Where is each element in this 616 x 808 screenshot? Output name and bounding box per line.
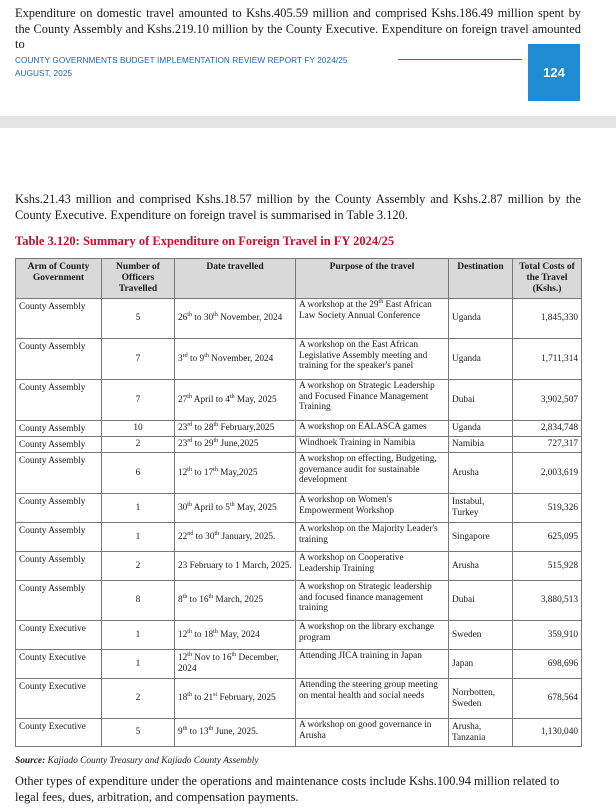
- row-date: 22nd to 30th January, 2025.: [175, 523, 296, 552]
- row-arm: County Assembly: [16, 299, 102, 339]
- row-destination: Singapore: [449, 523, 513, 552]
- table-row: [16, 552, 582, 581]
- row-destination: Sweden: [449, 621, 513, 650]
- row-date: 12th to 18th May, 2024: [175, 621, 296, 650]
- row-purpose: A workshop on the library exchange program: [296, 621, 449, 650]
- row-date: 12th Nov to 16th December, 2024: [175, 650, 296, 679]
- row-date: 9th to 13th June, 2025.: [175, 719, 296, 747]
- table-row: [16, 621, 582, 650]
- row-officers: 5: [102, 299, 175, 339]
- table-row: [16, 494, 582, 523]
- row-cost: 359,910: [513, 621, 582, 650]
- row-cost: 1,130,040: [513, 719, 582, 747]
- row-cost: 625,095: [513, 523, 582, 552]
- row-destination: Dubai: [449, 581, 513, 621]
- row-officers: 10: [102, 421, 175, 437]
- page-number-badge: 124: [528, 44, 580, 101]
- row-cost: 519,326: [513, 494, 582, 523]
- table-row: [16, 299, 582, 339]
- row-purpose: A workshop on good governance in Arusha: [296, 719, 449, 747]
- row-arm: County Assembly: [16, 581, 102, 621]
- row-cost: 727,317: [513, 437, 582, 453]
- row-date: 26th to 30th November, 2024: [175, 299, 296, 339]
- foreign-travel-table: [15, 258, 582, 747]
- row-purpose: Windhoek Training in Namibia: [296, 437, 449, 453]
- source-text: Kajiado County Treasury and Kajiado County Assembly: [45, 756, 259, 766]
- row-purpose: A workshop at the 29th East African Law Society Annual Conference: [296, 299, 449, 339]
- row-cost: 2,834,748: [513, 421, 582, 437]
- row-destination: Norrbotten, Sweden: [449, 679, 513, 719]
- row-destination: Uganda: [449, 421, 513, 437]
- row-officers: 6: [102, 453, 175, 494]
- row-purpose: A workshop on Women's Empowerment Workshop: [296, 494, 449, 523]
- row-officers: 7: [102, 339, 175, 380]
- row-arm: County Assembly: [16, 380, 102, 421]
- row-date: 23rd to 28th February,2025: [175, 421, 296, 437]
- row-officers: 1: [102, 494, 175, 523]
- source-label: Source:: [15, 756, 46, 766]
- table-title: Table 3.120: Summary of Expenditure on Foreign Travel in FY 2024/25: [15, 234, 395, 248]
- header-date: Date travelled: [175, 259, 296, 299]
- continuation-paragraph: Kshs.21.43 million and comprised Kshs.18.57 million by the County Assembly and Kshs.2.87 million by the County Executive. Expenditure on foreign travel is summarised in Table 3.120.: [15, 192, 581, 222]
- row-officers: 2: [102, 679, 175, 719]
- row-officers: 2: [102, 437, 175, 453]
- header-destination: Destination: [449, 259, 513, 299]
- header-officers: Number of Officers Travelled: [102, 259, 175, 299]
- table-row: [16, 339, 582, 380]
- row-destination: Dubai: [449, 380, 513, 421]
- row-cost: 2,003,619: [513, 453, 582, 494]
- row-date: 12th to 17th May,2025: [175, 453, 296, 494]
- row-date: 3rd to 9th November, 2024: [175, 339, 296, 380]
- report-title: COUNTY GOVERNMENTS BUDGET IMPLEMENTATION REVIEW REPORT FY 2024/25: [15, 56, 348, 65]
- row-cost: 515,928: [513, 552, 582, 581]
- header-arm: Arm of County Government: [16, 259, 102, 299]
- closing-paragraph: Other types of expenditure under the operations and maintenance costs include Kshs.100.94 million related to legal fees, dues, arbitration, and compensation payments.: [15, 774, 560, 804]
- row-arm: County Executive: [16, 650, 102, 679]
- row-destination: Arusha, Tanzania: [449, 719, 513, 747]
- row-arm: County Assembly: [16, 437, 102, 453]
- row-officers: 8: [102, 581, 175, 621]
- row-destination: Japan: [449, 650, 513, 679]
- header-purpose: Purpose of the travel: [296, 259, 449, 299]
- report-header: [15, 54, 348, 80]
- row-arm: County Executive: [16, 679, 102, 719]
- row-date: 18th to 21st February, 2025: [175, 679, 296, 719]
- row-destination: Instabul, Turkey: [449, 494, 513, 523]
- table-source: [15, 756, 259, 766]
- row-arm: County Assembly: [16, 339, 102, 380]
- row-destination: Uganda: [449, 299, 513, 339]
- header-rule: [398, 59, 522, 60]
- row-date: 8th to 16th March, 2025: [175, 581, 296, 621]
- row-arm: County Assembly: [16, 494, 102, 523]
- row-purpose: A workshop on the East African Legislative Assembly meeting and training for the speaker's panel: [296, 339, 449, 380]
- table-row: [16, 421, 582, 437]
- row-arm: County Assembly: [16, 523, 102, 552]
- row-destination: Uganda: [449, 339, 513, 380]
- row-arm: County Executive: [16, 719, 102, 747]
- row-cost: 698,696: [513, 650, 582, 679]
- table-row: [16, 650, 582, 679]
- table-row: [16, 719, 582, 747]
- row-arm: County Assembly: [16, 453, 102, 494]
- row-purpose: Attending the steering group meeting on mental health and social needs: [296, 679, 449, 719]
- row-purpose: A workshop on Cooperative Leadership Training: [296, 552, 449, 581]
- row-date: 27th April to 4th May, 2025: [175, 380, 296, 421]
- header-cost: Total Costs of the Travel (Kshs.): [513, 259, 582, 299]
- row-arm: County Assembly: [16, 421, 102, 437]
- row-purpose: Attending JICA training in Japan: [296, 650, 449, 679]
- row-officers: 1: [102, 650, 175, 679]
- row-officers: 5: [102, 719, 175, 747]
- row-cost: 1,845,330: [513, 299, 582, 339]
- table-row: [16, 679, 582, 719]
- row-destination: Arusha: [449, 552, 513, 581]
- row-officers: 1: [102, 523, 175, 552]
- page-break-band: [0, 116, 616, 128]
- row-arm: County Assembly: [16, 552, 102, 581]
- row-arm: County Executive: [16, 621, 102, 650]
- row-date: 30th April to 5th May, 2025: [175, 494, 296, 523]
- row-date: 23 February to 1 March, 2025.: [175, 552, 296, 581]
- row-purpose: A workshop on EALASCA games: [296, 421, 449, 437]
- table-row: [16, 380, 582, 421]
- row-destination: Arusha: [449, 453, 513, 494]
- table-row: [16, 581, 582, 621]
- row-date: 23rd to 29th June,2025: [175, 437, 296, 453]
- row-purpose: A workshop on the Majority Leader's training: [296, 523, 449, 552]
- table-row: [16, 437, 582, 453]
- report-date: AUGUST, 2025: [15, 69, 73, 78]
- row-cost: 678,564: [513, 679, 582, 719]
- row-purpose: A workshop on effecting, Budgeting, governance audit for sustainable development: [296, 453, 449, 494]
- row-cost: 3,902,507: [513, 380, 582, 421]
- table-row: [16, 453, 582, 494]
- intro-paragraph: Expenditure on domestic travel amounted to Kshs.405.59 million and comprised Kshs.186.49 million spent by the County Assembly and Kshs.219.10 million by the County Executive. Expenditure on foreign travel amounted to: [15, 6, 581, 51]
- row-cost: 3,880,513: [513, 581, 582, 621]
- row-destination: Namibia: [449, 437, 513, 453]
- row-officers: 2: [102, 552, 175, 581]
- table-header-row: [16, 259, 582, 299]
- table-row: [16, 523, 582, 552]
- row-purpose: A workshop on Strategic leadership and focused finance management training: [296, 581, 449, 621]
- row-officers: 1: [102, 621, 175, 650]
- row-officers: 7: [102, 380, 175, 421]
- row-purpose: A workshop on Strategic Leadership and Focused Finance Management Training: [296, 380, 449, 421]
- row-cost: 1,711,314: [513, 339, 582, 380]
